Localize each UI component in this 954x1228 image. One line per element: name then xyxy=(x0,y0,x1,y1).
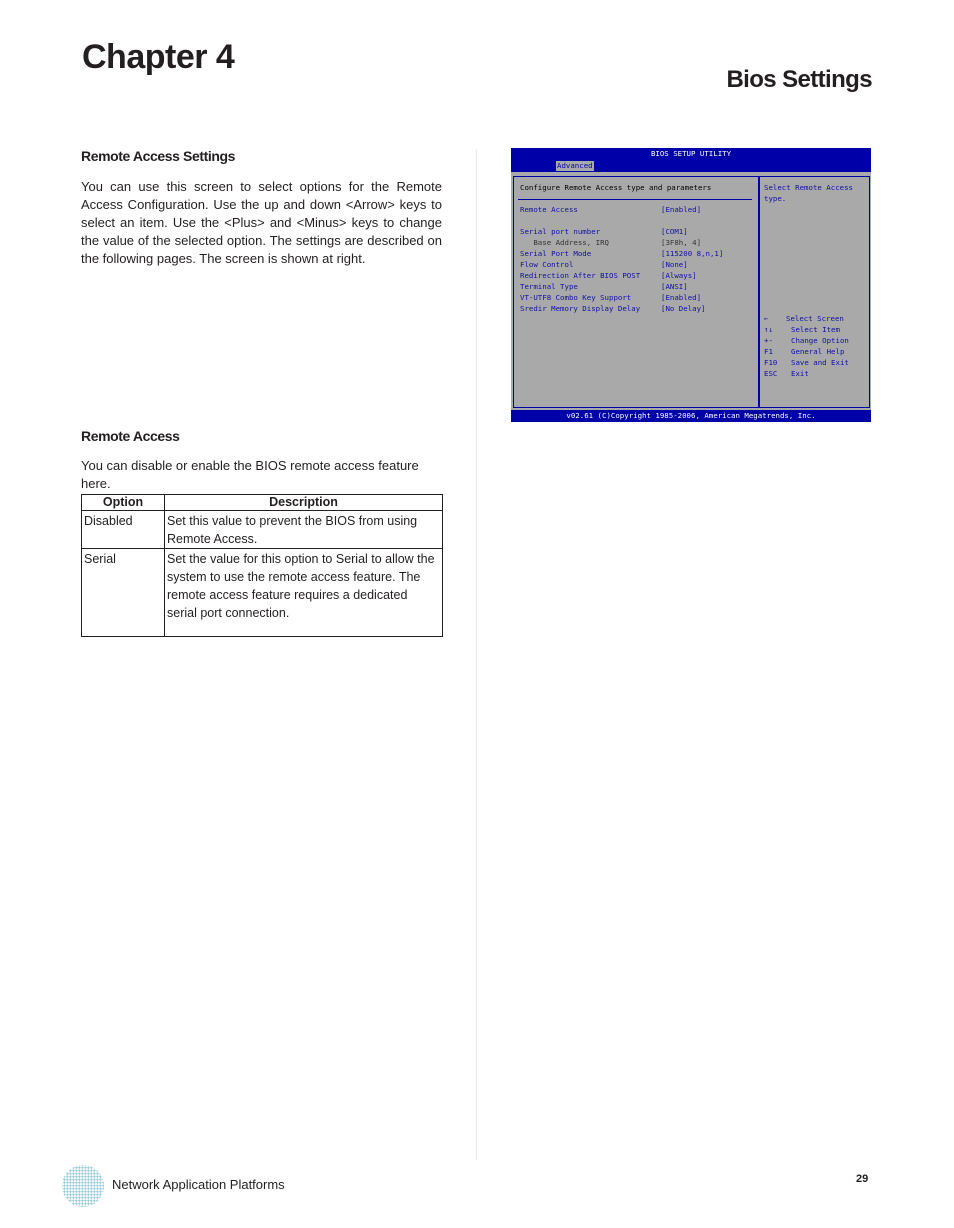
bios-item-label[interactable]: Sredir Memory Display Delay xyxy=(520,304,641,313)
option-cell: Serial xyxy=(82,549,165,637)
bios-key-action: Select Screen xyxy=(786,314,844,323)
bios-tab-advanced[interactable]: Advanced xyxy=(557,161,593,170)
bios-item-value[interactable]: [115200 8,n,1] xyxy=(661,249,724,258)
bios-item-value[interactable]: [No Delay] xyxy=(661,304,706,313)
heading-remote-access: Remote Access xyxy=(81,428,180,444)
column-header-description: Description xyxy=(165,495,443,511)
column-divider xyxy=(476,150,477,1160)
bios-item-label[interactable]: Flow Control xyxy=(520,260,574,269)
bios-item-label[interactable]: Serial Port Mode xyxy=(520,249,592,258)
bios-key-action: General Help xyxy=(791,347,845,356)
description-cell: Set the value for this option to Serial to allow the system to use the remote access feature. The remote access feature requires a dedicated serial port connection. xyxy=(165,549,443,637)
bios-item-label: Base Address, IRQ xyxy=(520,238,609,247)
bios-key-action: Save and Exit xyxy=(791,358,849,367)
bios-key-action: Change Option xyxy=(791,336,849,345)
table-row xyxy=(82,511,443,549)
description-paragraph: You can disable or enable the BIOS remote access feature here. xyxy=(81,458,419,491)
footer-text: Network Application Platforms xyxy=(112,1177,285,1192)
table-header-row xyxy=(82,495,443,511)
bios-key: ← xyxy=(764,314,769,323)
option-cell: Disabled xyxy=(82,511,165,549)
chapter-title: Chapter 4 xyxy=(82,38,235,76)
bios-help-text: type. xyxy=(764,194,787,203)
bios-help-panel xyxy=(759,176,870,408)
table-row xyxy=(82,549,443,637)
description-cell: Set this value to prevent the BIOS from using Remote Access. xyxy=(165,511,443,549)
bios-key-action: Select Item xyxy=(791,325,840,334)
bios-item-label[interactable]: Remote Access xyxy=(520,205,578,214)
bios-item-value[interactable]: [COM1] xyxy=(661,227,688,236)
bios-item-label[interactable]: Terminal Type xyxy=(520,282,578,291)
bios-item-value: [3F8h, 4] xyxy=(661,238,702,247)
intro-paragraph: You can use this screen to select options for the Remote Access Configuration. Use the up and down <Arrow> keys to select an item. Use the <Plus> and <Minus> keys to change the value of the selected option. The settings are described on the following pages. The screen is shown at right. xyxy=(81,179,442,266)
options-table xyxy=(81,494,443,637)
bios-item-label[interactable]: VT-UTF8 Combo Key Support xyxy=(520,293,632,302)
bios-key-action: Exit xyxy=(791,369,809,378)
bios-item-value[interactable]: [Always] xyxy=(661,271,697,280)
bios-item-value[interactable]: [Enabled] xyxy=(661,293,702,302)
section-title: Bios Settings xyxy=(726,66,872,93)
bios-copyright-bar: v02.61 (C)Copyright 1985-2006, American Megatrends, Inc. xyxy=(511,410,871,422)
heading-remote-access-settings: Remote Access Settings xyxy=(81,148,236,164)
bios-item-label[interactable]: Redirection After BIOS POST xyxy=(520,271,641,280)
page-number: 29 xyxy=(856,1173,869,1185)
bios-screenshot xyxy=(511,148,871,422)
bios-item-value[interactable]: [None] xyxy=(661,260,688,269)
bios-key: F10 xyxy=(764,358,778,367)
bios-header-divider xyxy=(518,199,752,200)
bios-help-text: Select Remote Access xyxy=(764,183,853,192)
bios-key: +- xyxy=(764,336,773,345)
bios-item-value[interactable]: [ANSI] xyxy=(661,282,688,291)
bios-item-label[interactable]: Serial port number xyxy=(520,227,601,236)
bios-key: F1 xyxy=(764,347,773,356)
bios-tab-bar xyxy=(511,159,871,172)
bios-key: ↑↓ xyxy=(764,325,773,334)
company-logo-icon xyxy=(60,1163,106,1209)
bios-main-panel xyxy=(513,176,759,408)
bios-item-value[interactable]: [Enabled] xyxy=(661,205,702,214)
bios-panel-header: Configure Remote Access type and parameters xyxy=(520,183,712,192)
column-header-option: Option xyxy=(82,495,165,511)
bios-title-bar: BIOS SETUP UTILITY xyxy=(511,148,871,159)
bios-key: ESC xyxy=(764,369,778,378)
